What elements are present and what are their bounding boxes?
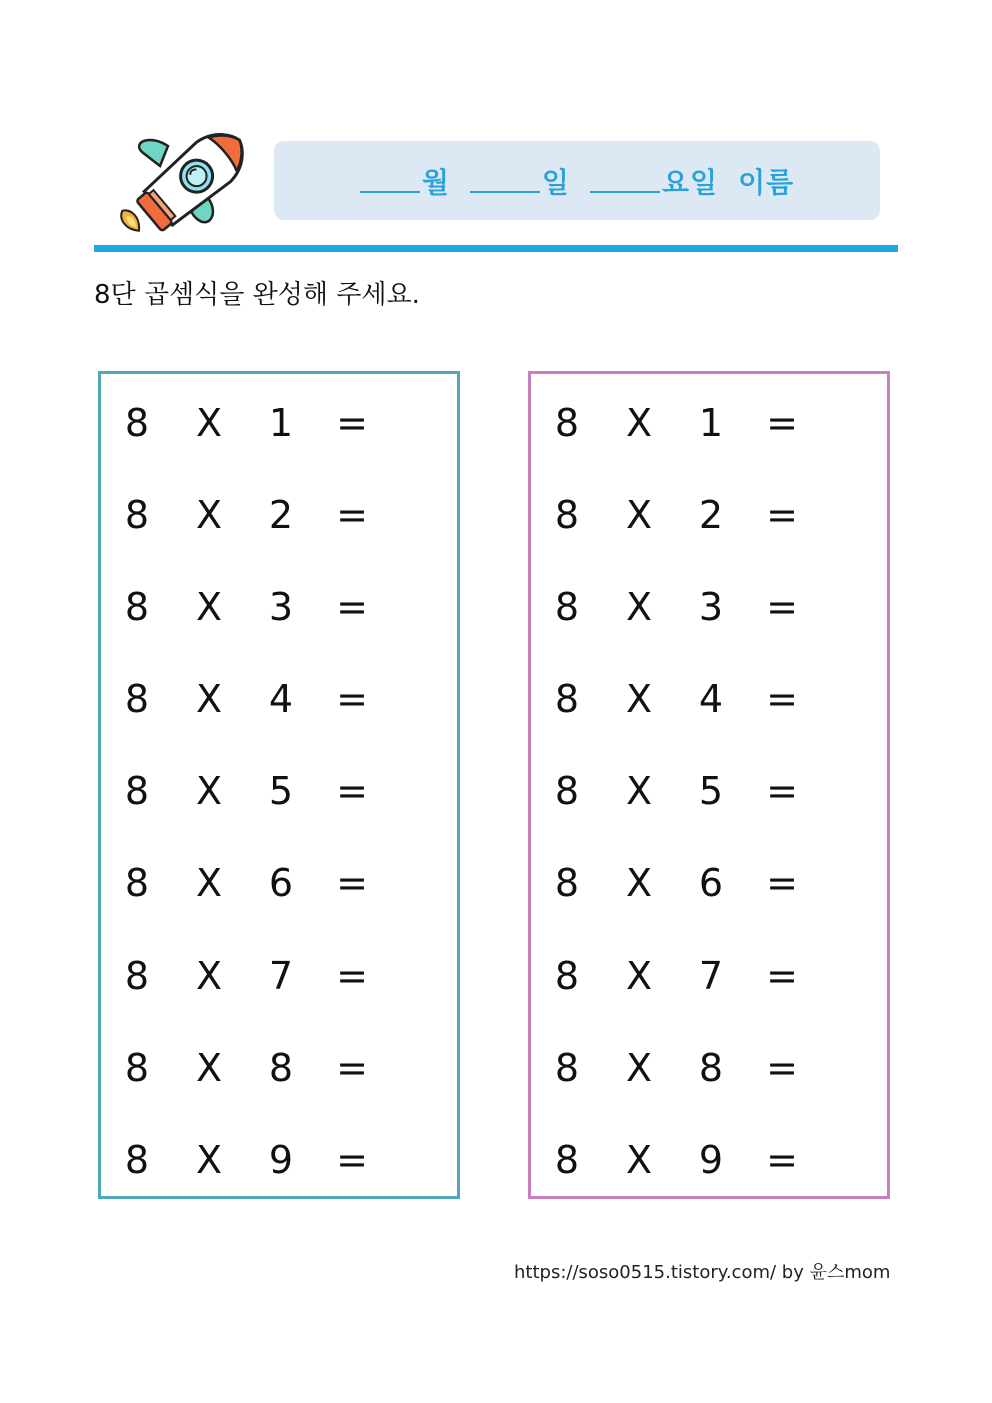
equation-row: [531, 1135, 887, 1185]
equation-row: [101, 1043, 457, 1093]
multiplier: 3: [698, 585, 724, 629]
instruction-text: 8단 곱셈식을 완성해 주세요.: [94, 280, 420, 310]
equation-row: [101, 490, 457, 540]
equals-sign: =: [766, 861, 798, 905]
multiplier: 7: [698, 954, 724, 998]
multiplicand: 8: [124, 1046, 150, 1090]
equation-row: [101, 1135, 457, 1185]
multiplier: 3: [268, 585, 294, 629]
multiplicand: 8: [124, 954, 150, 998]
times-sign: X: [195, 401, 223, 445]
multiplication-panel-left: [98, 371, 460, 1199]
equation-row: [531, 766, 887, 816]
multiplier: 4: [268, 677, 294, 721]
times-sign: X: [625, 677, 653, 721]
date-name-header: [274, 141, 880, 220]
times-sign: X: [625, 1138, 653, 1182]
multiplicand: 8: [124, 861, 150, 905]
multiplicand: 8: [554, 1046, 580, 1090]
multiplier: 9: [698, 1138, 724, 1182]
equals-sign: =: [766, 1138, 798, 1182]
equals-sign: =: [336, 401, 368, 445]
times-sign: X: [195, 1138, 223, 1182]
equation-row: [531, 398, 887, 448]
equation-row: [101, 951, 457, 1001]
equation-row: [101, 674, 457, 724]
multiplier: 8: [268, 1046, 294, 1090]
day-label: 일: [541, 165, 570, 199]
multiplicand: 8: [554, 769, 580, 813]
equation-row: [101, 858, 457, 908]
times-sign: X: [195, 493, 223, 537]
multiplier: 2: [268, 493, 294, 537]
multiplicand: 8: [124, 1138, 150, 1182]
rocket-icon: [110, 120, 260, 242]
times-sign: X: [625, 585, 653, 629]
multiplicand: 8: [554, 585, 580, 629]
equals-sign: =: [336, 493, 368, 537]
month-label: 월: [421, 165, 450, 199]
equals-sign: =: [336, 954, 368, 998]
equals-sign: =: [766, 677, 798, 721]
multiplier: 1: [698, 401, 724, 445]
equals-sign: =: [766, 401, 798, 445]
multiplicand: 8: [124, 493, 150, 537]
times-sign: X: [625, 1046, 653, 1090]
multiplicand: 8: [124, 769, 150, 813]
times-sign: X: [195, 861, 223, 905]
equation-row: [101, 766, 457, 816]
multiplicand: 8: [124, 585, 150, 629]
times-sign: X: [625, 493, 653, 537]
multiplicand: 8: [554, 1138, 580, 1182]
multiplicand: 8: [554, 493, 580, 537]
multiplier: 2: [698, 493, 724, 537]
month-blank[interactable]: [360, 169, 420, 193]
weekday-blank[interactable]: [590, 169, 660, 193]
equation-row: [531, 674, 887, 724]
multiplier: 9: [268, 1138, 294, 1182]
multiplier: 7: [268, 954, 294, 998]
header-divider: [94, 245, 898, 252]
equation-row: [101, 398, 457, 448]
equals-sign: =: [766, 1046, 798, 1090]
multiplicand: 8: [554, 861, 580, 905]
multiplier: 4: [698, 677, 724, 721]
times-sign: X: [625, 401, 653, 445]
times-sign: X: [195, 769, 223, 813]
equation-row: [531, 951, 887, 1001]
equals-sign: =: [336, 1138, 368, 1182]
times-sign: X: [625, 861, 653, 905]
times-sign: X: [625, 954, 653, 998]
times-sign: X: [195, 585, 223, 629]
weekday-label: 요일: [661, 165, 719, 199]
multiplier: 5: [698, 769, 724, 813]
equals-sign: =: [336, 585, 368, 629]
date-name-fields: [274, 141, 880, 220]
times-sign: X: [195, 954, 223, 998]
multiplicand: 8: [554, 401, 580, 445]
equation-row: [531, 1043, 887, 1093]
multiplicand: 8: [554, 954, 580, 998]
equals-sign: =: [766, 585, 798, 629]
times-sign: X: [195, 1046, 223, 1090]
name-label: 이름: [738, 165, 795, 199]
equals-sign: =: [336, 1046, 368, 1090]
multiplier: 1: [268, 401, 294, 445]
multiplicand: 8: [124, 401, 150, 445]
multiplier: 5: [268, 769, 294, 813]
equals-sign: =: [336, 677, 368, 721]
equation-row: [101, 582, 457, 632]
equals-sign: =: [336, 769, 368, 813]
equation-row: [531, 858, 887, 908]
multiplicand: 8: [124, 677, 150, 721]
footer-credit: https://soso0515.tistory.com/ by 윤스mom: [514, 1262, 891, 1283]
times-sign: X: [195, 677, 223, 721]
multiplication-panel-right: [528, 371, 890, 1199]
equation-row: [531, 490, 887, 540]
equals-sign: =: [766, 954, 798, 998]
multiplier: 6: [698, 861, 724, 905]
multiplicand: 8: [554, 677, 580, 721]
multiplier: 6: [268, 861, 294, 905]
equals-sign: =: [766, 769, 798, 813]
equals-sign: =: [766, 493, 798, 537]
day-blank[interactable]: [470, 169, 540, 193]
multiplier: 8: [698, 1046, 724, 1090]
times-sign: X: [625, 769, 653, 813]
equation-row: [531, 582, 887, 632]
equals-sign: =: [336, 861, 368, 905]
